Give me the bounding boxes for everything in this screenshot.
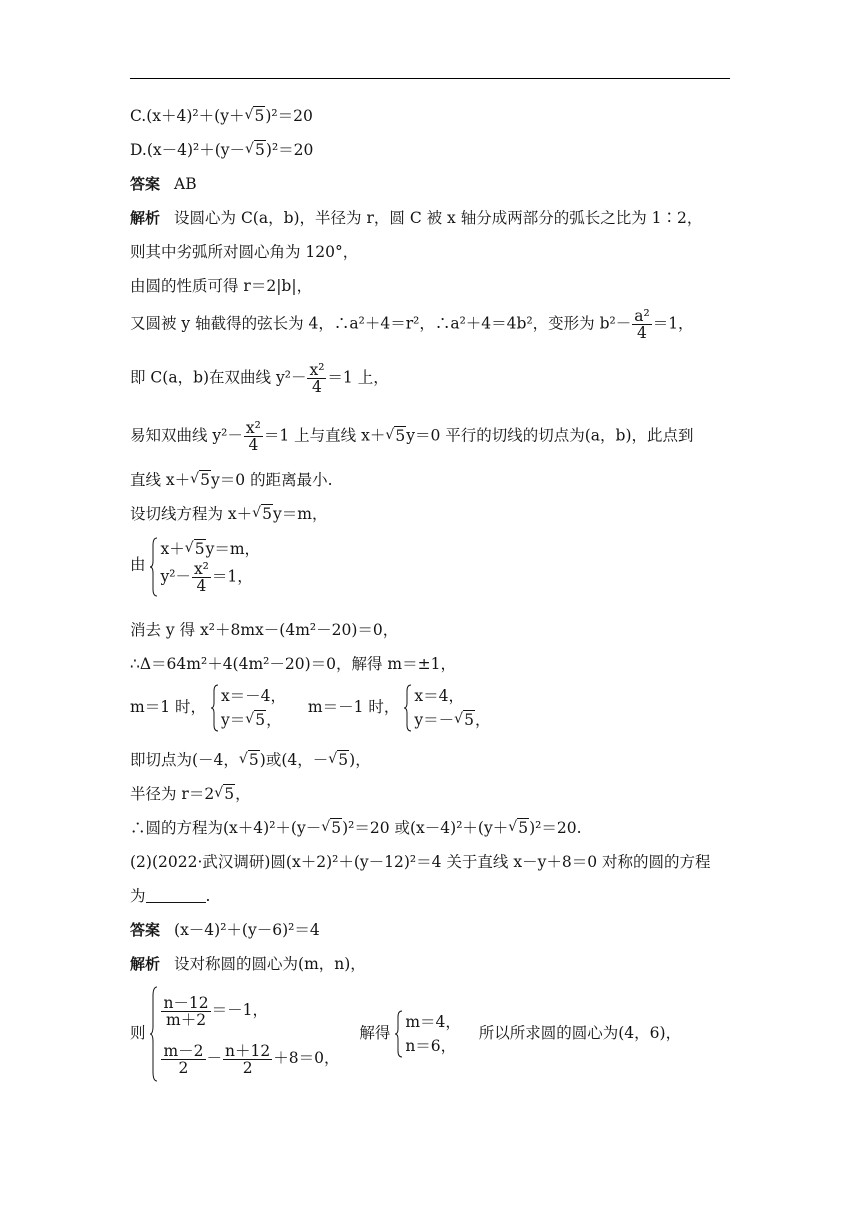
analysis-text: 又圆被 y 轴截得的弦长为 4，∴a²＋4＝r²，∴a²＋4＝4b²，变形为 b²－ bbox=[130, 314, 632, 333]
analysis-text: 易知双曲线 y²－ bbox=[130, 426, 243, 445]
analysis-text: 消去 y 得 x²＋8mx－(4m²－20)＝0， bbox=[130, 621, 399, 639]
sqrt-value: 5 bbox=[331, 819, 342, 837]
answer-value: AB bbox=[174, 175, 197, 193]
system-row bbox=[405, 1010, 461, 1034]
analysis-text: ， bbox=[235, 785, 251, 803]
header-rule bbox=[130, 78, 730, 79]
analysis-text: 则 bbox=[130, 1024, 146, 1042]
sqrt-symbol bbox=[508, 818, 529, 838]
denominator: 4 bbox=[637, 324, 647, 342]
option-c bbox=[130, 106, 313, 126]
analysis-label: 解析 bbox=[130, 209, 161, 227]
sqrt-value: 5 bbox=[395, 426, 406, 445]
brace-icon bbox=[211, 684, 219, 732]
analysis-text: 设圆心为 C(a，b)，半径为 r，圆 C 被 x 轴分成两部分的弧长之比为 1∶2， bbox=[174, 209, 703, 227]
brace-icon bbox=[404, 684, 412, 732]
fraction bbox=[307, 362, 326, 395]
option-d-expr-a: (x－4)²＋(y－ bbox=[146, 141, 246, 159]
brace-icon bbox=[150, 986, 158, 1082]
analysis-text: 由圆的性质可得 r＝2|b|， bbox=[130, 277, 313, 295]
answer-blank bbox=[146, 888, 206, 903]
option-c-label: C. bbox=[130, 107, 147, 125]
analysis-text: 所以所求圆的圆心为(4，6)， bbox=[478, 1024, 682, 1042]
row-text: y＝ bbox=[220, 711, 246, 729]
analysis-text: )， bbox=[349, 751, 371, 769]
system-row bbox=[414, 708, 490, 732]
option-d-label: D. bbox=[130, 141, 147, 159]
numerator: a² bbox=[634, 307, 650, 325]
question-2-line-2 bbox=[130, 886, 210, 906]
row-text: m＝4， bbox=[405, 1013, 461, 1031]
answer-label: 答案 bbox=[130, 921, 161, 939]
denominator: 4 bbox=[248, 436, 259, 454]
fraction bbox=[223, 1043, 272, 1076]
row-text: ＝1， bbox=[211, 567, 253, 586]
analysis-line-12 bbox=[130, 684, 491, 732]
sqrt-symbol bbox=[239, 750, 260, 770]
analysis-text: m＝－1 时， bbox=[307, 698, 400, 716]
numerator: n－12 bbox=[163, 993, 209, 1012]
analysis-text: 设切线方程为 x＋ bbox=[130, 505, 253, 523]
equation-system bbox=[395, 1010, 461, 1058]
analysis-text: ＝1 上与直线 x＋ bbox=[263, 426, 386, 445]
sqrt-value: 5 bbox=[248, 751, 259, 769]
analysis-line-11 bbox=[130, 654, 456, 674]
equation-system bbox=[404, 684, 490, 732]
system-row: $\frac{m-2}{2}$ － $\frac{n+12}{2}$ ＋8＝0， bbox=[163, 1041, 340, 1077]
sqrt-value: 5 bbox=[262, 505, 273, 523]
fraction bbox=[161, 995, 210, 1028]
analysis-line-1 bbox=[130, 208, 702, 228]
denominator: m＋2 bbox=[166, 1010, 207, 1029]
analysis-line-2 bbox=[130, 242, 358, 262]
option-d-expr-b: )²＝20 bbox=[265, 141, 314, 159]
analysis-text: 则其中劣弧所对圆心角为 120°， bbox=[130, 243, 359, 261]
row-text: ＝－1， bbox=[211, 1001, 269, 1019]
row-text: ， bbox=[266, 711, 282, 729]
answer-label: 答案 bbox=[130, 175, 161, 193]
brace-icon bbox=[150, 537, 158, 597]
sqrt-symbol bbox=[245, 708, 266, 732]
analysis-text: 即 C(a，b)在双曲线 y²－ bbox=[130, 368, 307, 387]
sqrt-symbol bbox=[321, 818, 342, 838]
equation-system bbox=[211, 684, 286, 732]
denominator: 2 bbox=[242, 1058, 253, 1077]
row-text: n＝6， bbox=[405, 1037, 457, 1055]
row-text: y＝m， bbox=[205, 540, 261, 558]
numerator: x² bbox=[309, 361, 325, 379]
brace-icon bbox=[395, 1010, 403, 1058]
sqrt-value: 5 bbox=[464, 711, 474, 729]
system-row bbox=[221, 708, 286, 732]
question-text: 为 bbox=[130, 887, 146, 905]
system-row bbox=[160, 986, 339, 1034]
analysis-text: ∴圆的方程为(x＋4)²＋(y－ bbox=[130, 819, 322, 837]
sqrt-symbol bbox=[454, 708, 475, 732]
question-text: . bbox=[205, 887, 211, 905]
question-text: (2)(2022·武汉调研)圆(x＋2)²＋(y－12)²＝4 关于直线 x－y＋8＝0 对称的圆的方程 bbox=[130, 853, 711, 871]
sqrt-symbol bbox=[214, 784, 235, 804]
denominator: 2 bbox=[178, 1058, 189, 1077]
option-c-expr-b: )²＝20 bbox=[265, 107, 313, 125]
denominator: 4 bbox=[196, 577, 207, 595]
system-row bbox=[414, 684, 490, 708]
sqrt-symbol bbox=[245, 140, 266, 160]
analysis-text: ＝1， bbox=[652, 314, 694, 333]
sqrt-value: 5 bbox=[194, 540, 205, 558]
analysis-2-line-1 bbox=[130, 954, 366, 974]
answer-line-2 bbox=[130, 920, 320, 940]
analysis-line-13 bbox=[130, 750, 371, 770]
equation-system bbox=[150, 537, 260, 594]
analysis-text: 即切点为(－4， bbox=[130, 751, 239, 769]
analysis-text: y＝0 平行的切线的切点为(a，b)，此点到 bbox=[406, 426, 694, 445]
equation-system bbox=[150, 986, 339, 1082]
analysis-text: y＝0 的距离最小. bbox=[211, 471, 333, 489]
sqrt-value: 5 bbox=[255, 711, 266, 729]
fraction bbox=[161, 1043, 205, 1076]
fraction bbox=[192, 561, 211, 594]
analysis-text: )或(4，－ bbox=[259, 751, 329, 769]
sqrt-symbol bbox=[252, 504, 273, 524]
analysis-text: 由 bbox=[130, 555, 146, 574]
row-text: x＋ bbox=[160, 540, 185, 558]
analysis-text: m＝1 时， bbox=[130, 698, 206, 716]
denominator: 4 bbox=[312, 378, 322, 396]
row-text: x＝4， bbox=[414, 687, 464, 705]
sqrt-symbol bbox=[385, 426, 406, 446]
fraction bbox=[244, 420, 263, 453]
analysis-line-4 bbox=[130, 308, 694, 341]
system-row bbox=[160, 537, 260, 561]
analysis-text: ＝1 上， bbox=[327, 368, 389, 387]
answer-value: (x－4)²＋(y－6)²＝4 bbox=[174, 921, 320, 939]
analysis-text: 设对称圆的圆心为(m，n)， bbox=[174, 955, 366, 973]
analysis-line-14 bbox=[130, 784, 251, 804]
row-text: x＝－4， bbox=[220, 687, 287, 705]
row-text: y＝－ bbox=[414, 711, 455, 729]
question-2-line-1 bbox=[130, 852, 711, 872]
analysis-text: ∴Δ＝64m²＋4(4m²－20)＝0，解得 m＝±1， bbox=[130, 655, 456, 673]
analysis-text: )²＝20 或(x－4)²＋(y＋ bbox=[342, 819, 509, 837]
sqrt-value: 5 bbox=[255, 141, 265, 159]
sqrt-value: 5 bbox=[254, 107, 265, 125]
analysis-text: y＝m， bbox=[273, 505, 328, 523]
numerator: x² bbox=[193, 560, 209, 578]
option-d bbox=[130, 140, 313, 160]
option-c-expr-a: (x＋4)²＋(y＋ bbox=[146, 107, 245, 125]
row-text: ＋8＝0， bbox=[273, 1049, 340, 1067]
analysis-line-8 bbox=[130, 504, 328, 524]
numerator: n＋12 bbox=[225, 1041, 271, 1060]
sqrt-value: 5 bbox=[518, 819, 529, 837]
sqrt-value: 5 bbox=[224, 785, 235, 803]
sqrt-symbol bbox=[185, 537, 206, 561]
analysis-line-3 bbox=[130, 276, 312, 296]
analysis-line-6 bbox=[130, 420, 694, 453]
analysis-line-7 bbox=[130, 470, 333, 490]
analysis-text: 解得 bbox=[359, 1024, 391, 1042]
answer-line-1 bbox=[130, 174, 197, 194]
sqrt-value: 5 bbox=[200, 471, 211, 489]
fraction bbox=[632, 308, 651, 341]
analysis-text: 半径为 r＝2 bbox=[130, 785, 215, 803]
sqrt-symbol bbox=[190, 470, 211, 490]
numerator: m－2 bbox=[163, 1041, 204, 1060]
analysis-line-9 bbox=[130, 537, 260, 594]
analysis-2-line-2 bbox=[130, 986, 681, 1082]
analysis-line-10 bbox=[130, 620, 398, 640]
system-row bbox=[221, 684, 286, 708]
sqrt-value: 5 bbox=[338, 751, 349, 769]
numerator: x² bbox=[245, 419, 261, 437]
sqrt-symbol bbox=[244, 106, 265, 126]
analysis-label: 解析 bbox=[130, 955, 161, 973]
row-text: ， bbox=[475, 711, 491, 729]
analysis-text: )²＝20. bbox=[529, 819, 582, 837]
analysis-line-15 bbox=[130, 818, 582, 838]
system-row bbox=[160, 561, 260, 594]
row-text: y²－ bbox=[160, 567, 191, 586]
analysis-line-5 bbox=[130, 362, 389, 395]
sqrt-symbol bbox=[328, 750, 349, 770]
analysis-text: 直线 x＋ bbox=[130, 471, 191, 489]
system-row bbox=[405, 1034, 461, 1058]
